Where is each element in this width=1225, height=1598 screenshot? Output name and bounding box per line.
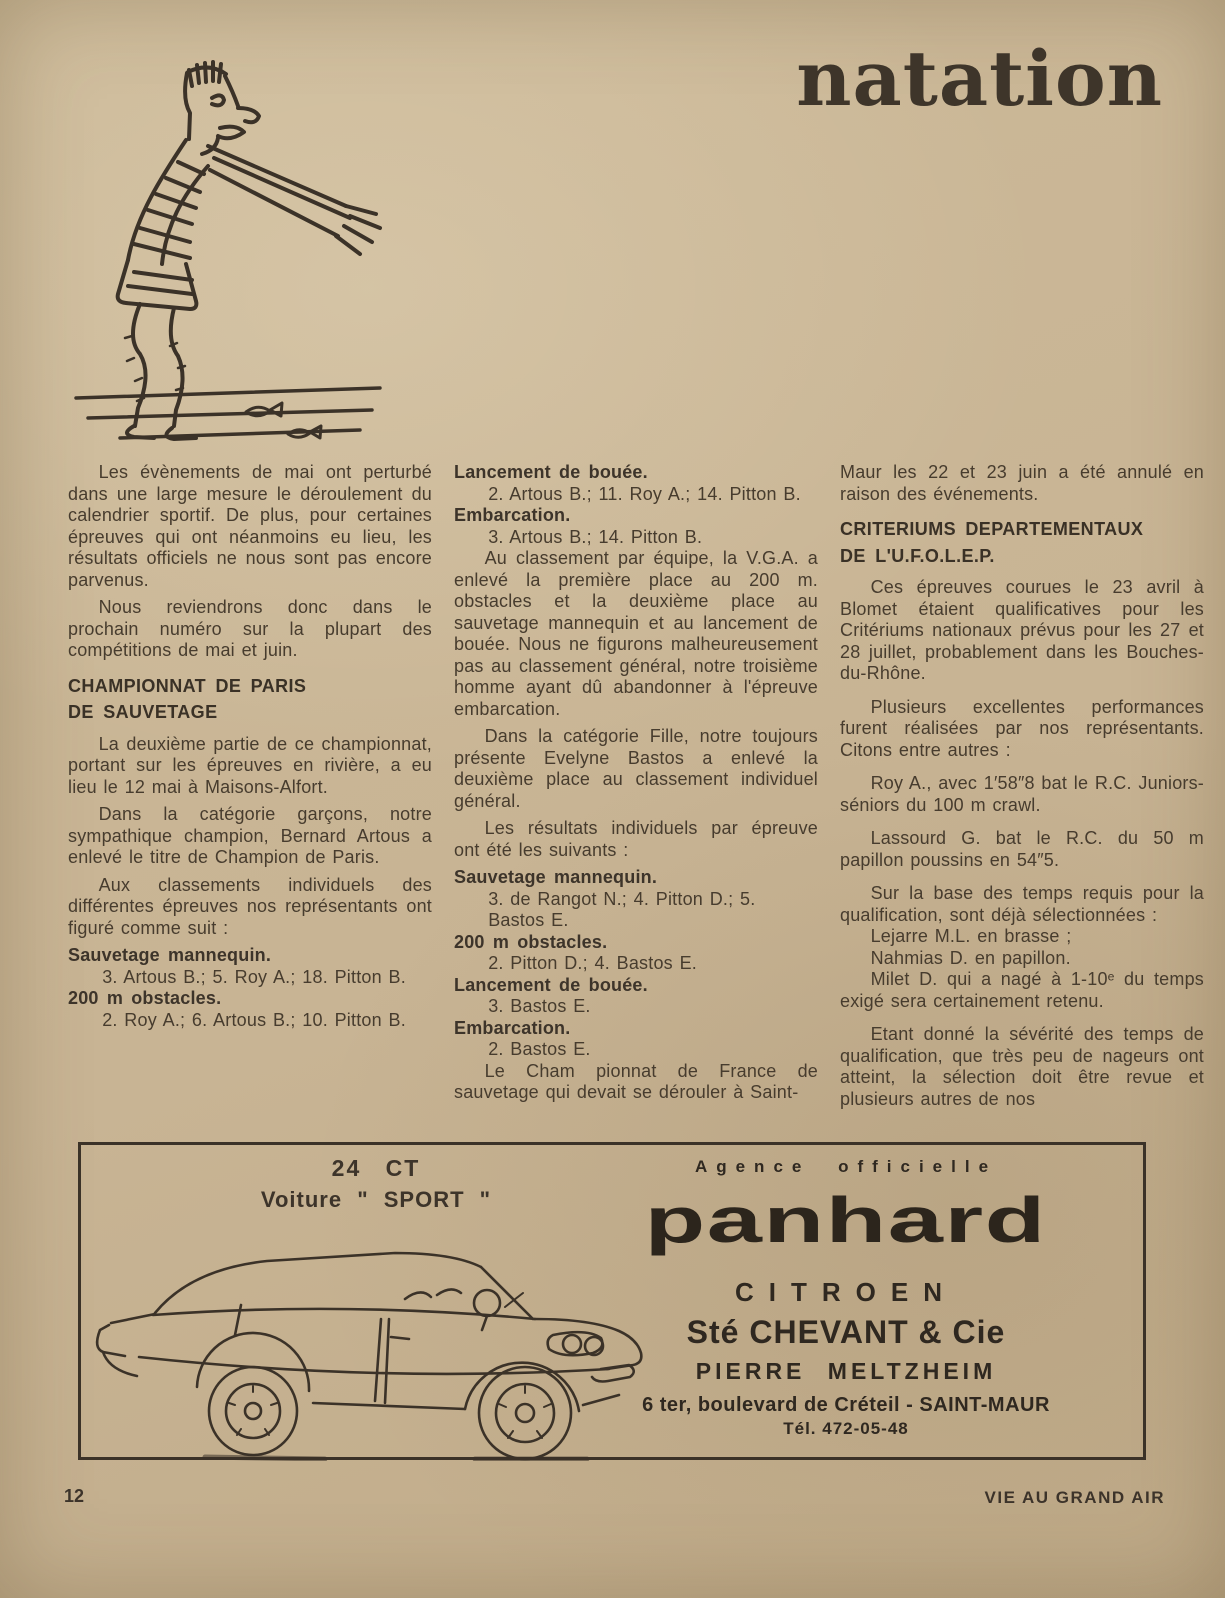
ad-phone: Tél. 472-05-48 (783, 1419, 909, 1438)
result-line: 3. Artous B.; 14. Pitton B. (488, 526, 703, 547)
result-heading: Lancement de bouée. (454, 462, 648, 482)
paragraph: La deuxième partie de ce championnat, portant sur les épreuves en rivière, a eu lieu le 12 mai à Maisons-Alfort. (68, 733, 432, 797)
paragraph: Lejarre M.L. en brasse ; (870, 926, 1072, 946)
panhard-logo (553, 1185, 1139, 1263)
diver-cartoon-illustration (62, 46, 392, 446)
result-line: 3. Artous B.; 5. Roy A.; 18. Pitton B. (102, 966, 406, 987)
paragraph: Nahmias D. en papillon. (870, 947, 1071, 968)
ad-person-name: PIERRE MELTZHEIM (695, 1358, 997, 1384)
advertisement-panhard (78, 1142, 1146, 1460)
paragraph: Plusieurs excellentes performances furent réalisées par nos représentants. Citons entre autres : (840, 696, 1204, 760)
column-right (840, 462, 1204, 1122)
paragraph: Ces épreuves courues le 23 avril à Blomet étaient qualificatives pour les Critériums nationaux prévus pour les 27 et 28 juillet, probablement dans les Bouches-du-Rhône. (840, 577, 1204, 683)
result-line: 3. Bastos E. (488, 996, 591, 1016)
ad-make: CITROEN (735, 1277, 957, 1307)
paragraph: Lassourd G. bat le R.C. du 50 m papillon poussins en 54″5. (840, 828, 1204, 870)
paragraph: Milet D. qui a nagé à 1-10ᵉ du temps exigé sera certainement retenu. (840, 969, 1204, 1011)
result-heading: Embarcation. (454, 1017, 571, 1038)
ad-model-caption (241, 1155, 511, 1213)
ad-company-name: Sté CHEVANT & Cie (686, 1314, 1006, 1350)
article-columns (68, 462, 1205, 1122)
paragraph: Roy A., avec 1′58″8 bat le R.C. Juniors-séniors du 100 m crawl. (840, 773, 1204, 815)
section-heading: CRITERIUMS DEPARTEMENTAUX (840, 519, 1144, 539)
result-line: 2. Bastos E. (488, 1039, 591, 1059)
ad-model-subtitle: Voiture " SPORT " (260, 1187, 492, 1212)
ad-model-name: 24 CT (331, 1155, 421, 1181)
paragraph: Sur la base des temps requis pour la qualification, sont déjà sélectionnées : (840, 883, 1204, 925)
paragraph: Les résultats individuels par épreuve ont été les suivants : (454, 818, 818, 860)
section-heading: CHAMPIONNAT DE PARIS (68, 675, 307, 696)
paragraph: Maur les 22 et 23 juin a été annulé en raison des événements. (840, 462, 1204, 504)
result-line: 2. Pitton D.; 4. Bastos E. (488, 953, 697, 973)
paragraph: Aux classements individuels des différentes épreuves nos représentants ont figuré comme suit : (68, 874, 432, 938)
ad-dealer-block (553, 1145, 1139, 1439)
paragraph: Dans la catégorie garçons, notre sympathique champion, Bernard Artous a enlevé le titre de Champion de Paris. (68, 804, 432, 867)
page-number: 12 (64, 1486, 85, 1506)
result-heading: Lancement de bouée. (454, 974, 648, 995)
ad-address: 6 ter, boulevard de Créteil - SAINT-MAUR (642, 1394, 1050, 1416)
section-heading: DE SAUVETAGE (68, 702, 218, 722)
result-heading: Sauvetage mannequin. (68, 945, 272, 965)
paragraph: Nous reviendrons donc dans le prochain numéro sur la plupart des compétitions de mai et juin. (68, 597, 432, 660)
column-middle (454, 462, 818, 1122)
column-left (68, 462, 432, 1122)
result-heading: Embarcation. (454, 505, 571, 525)
paragraph: Etant donné la sévérité des temps de qualification, que très peu de nageurs ont atteint, la sélection doit être revue et plusieurs autres de nos (840, 1024, 1204, 1109)
result-line: 2. Artous B.; 11. Roy A.; 14. Pitton B. (488, 483, 801, 504)
panhard-logo-text: panhard (644, 1184, 1048, 1256)
result-heading: Sauvetage mannequin. (454, 867, 658, 887)
page-title: natation (796, 34, 1163, 123)
paragraph: Le Cham pionnat de France de sauvetage qui devait se dérouler à Saint- (454, 1060, 818, 1102)
result-line: 2. Roy A.; 6. Artous B.; 10. Pitton B. (102, 1009, 406, 1030)
paragraph: Au classement par équipe, la V.G.A. a enlevé la première place au 200 m. obstacles et la deuxième place au sauvetage mannequin et au lancement de bouée. Nous ne figurons malheureusement pas au classement général, notre troisième homme ayant dû abandonner à l'épreuve embarcation. (454, 548, 818, 719)
paragraph: Dans la catégorie Fille, notre toujours présente Evelyne Bastos a enlevé la deuxième place au classement individuel général. (454, 726, 818, 811)
result-heading: 200 m obstacles. (454, 931, 608, 952)
magazine-name: VIE AU GRAND AIR (984, 1488, 1165, 1507)
section-heading: DE L'U.F.O.L.E.P. (840, 545, 995, 566)
paragraph: Les évènements de mai ont perturbé dans une large mesure le déroulement du calendrier sportif. De plus, pour certaines épreuves qui ont néanmoins eu lieu, les résultats officiels ne nous sont pas encore parvenus. (68, 462, 432, 590)
result-line: 3. de Rangot N.; 4. Pitton D.; 5. Bastos E. (488, 888, 756, 930)
ad-agency-label: Agence officielle (694, 1157, 998, 1176)
result-heading: 200 m obstacles. (68, 988, 222, 1008)
